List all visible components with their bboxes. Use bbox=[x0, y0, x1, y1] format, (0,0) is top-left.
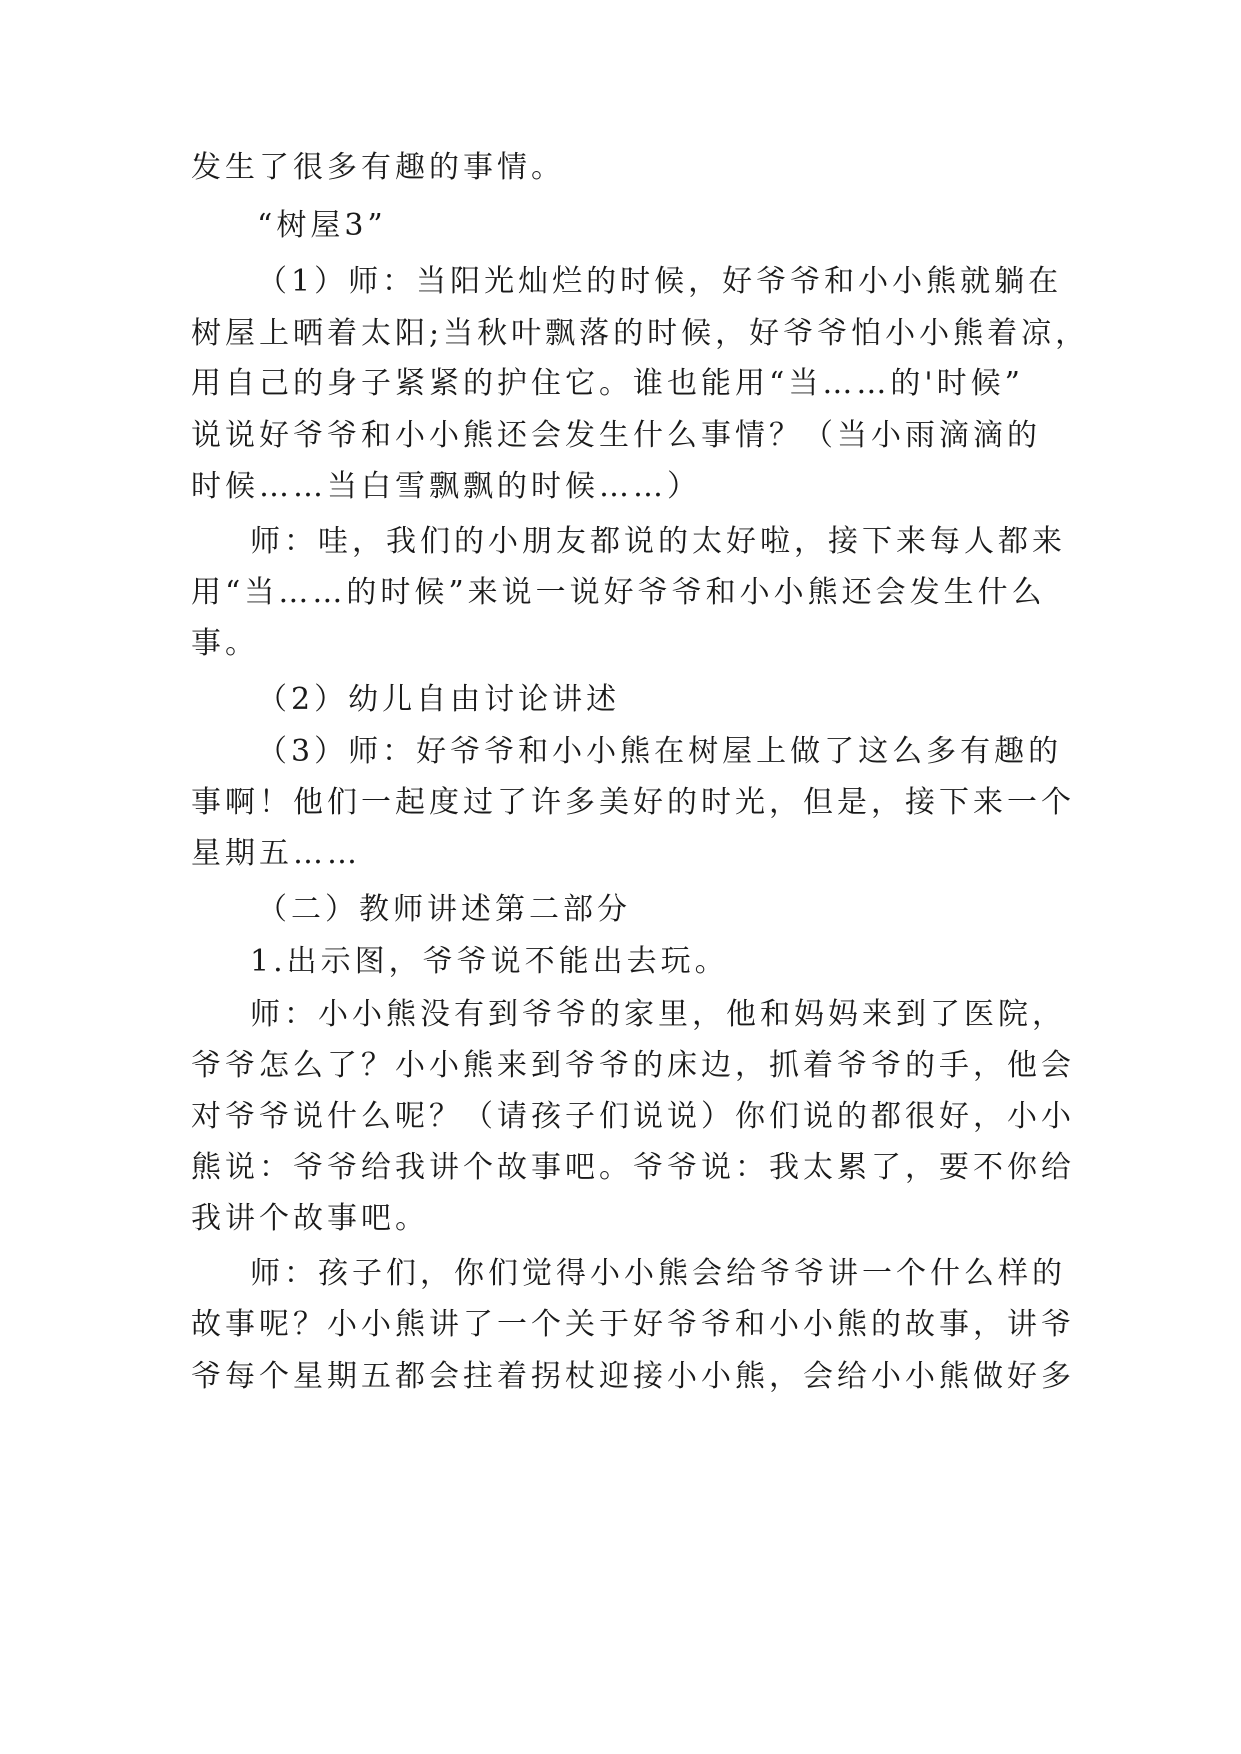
text-line: 树屋上晒着太阳;当秋叶飘落的时候，好爷爷怕小小熊着凉， bbox=[191, 316, 1090, 351]
text-line: 用自己的身子紧紧的护住它。谁也能用“当……的'时候” bbox=[191, 366, 1024, 401]
text-line: 熊说：爷爷给我讲个故事吧。爷爷说：我太累了，要不你给 bbox=[191, 1150, 1075, 1185]
text-line: 1.出示图，爷爷说不能出去玩。 bbox=[250, 944, 729, 979]
text-line: 师：孩子们，你们觉得小小熊会给爷爷讲一个什么样的 bbox=[250, 1256, 1066, 1291]
text-line: （1）师：当阳光灿烂的时候，好爷爷和小小熊就躺在 bbox=[257, 264, 1063, 299]
text-line: 师：哇，我们的小朋友都说的太好啦，接下来每人都来 bbox=[250, 524, 1066, 559]
text-line: “树屋3” bbox=[257, 208, 387, 243]
text-line: （2）幼儿自由讨论讲述 bbox=[257, 682, 621, 717]
text-line: 故事呢？小小熊讲了一个关于好爷爷和小小熊的故事，讲爷 bbox=[191, 1307, 1075, 1342]
text-line: 时候……当白雪飘飘的时候……） bbox=[191, 469, 701, 504]
text-line: 对爷爷说什么呢？（请孩子们说说）你们说的都很好，小小 bbox=[191, 1099, 1075, 1134]
text-line: 星期五…… bbox=[191, 836, 361, 871]
text-line: 发生了很多有趣的事情。 bbox=[191, 150, 565, 185]
text-line: 爷每个星期五都会拄着拐杖迎接小小熊，会给小小熊做好多 bbox=[191, 1359, 1075, 1394]
text-line: 用“当……的时候”来说一说好爷爷和小小熊还会发生什么 bbox=[191, 575, 1046, 610]
text-line: （二）教师讲述第二部分 bbox=[257, 892, 631, 927]
text-line: 我讲个故事吧。 bbox=[191, 1201, 429, 1236]
text-line: 爷爷怎么了？小小熊来到爷爷的床边，抓着爷爷的手，他会 bbox=[191, 1048, 1075, 1083]
text-line: 说说好爷爷和小小熊还会发生什么事情？（当小雨滴滴的 bbox=[191, 418, 1041, 453]
text-line: 事啊！他们一起度过了许多美好的时光，但是，接下来一个 bbox=[191, 785, 1075, 820]
text-line: 事。 bbox=[191, 626, 259, 661]
text-line: 师：小小熊没有到爷爷的家里，他和妈妈来到了医院， bbox=[250, 997, 1066, 1032]
text-line: （3）师：好爷爷和小小熊在树屋上做了这么多有趣的 bbox=[257, 734, 1063, 769]
